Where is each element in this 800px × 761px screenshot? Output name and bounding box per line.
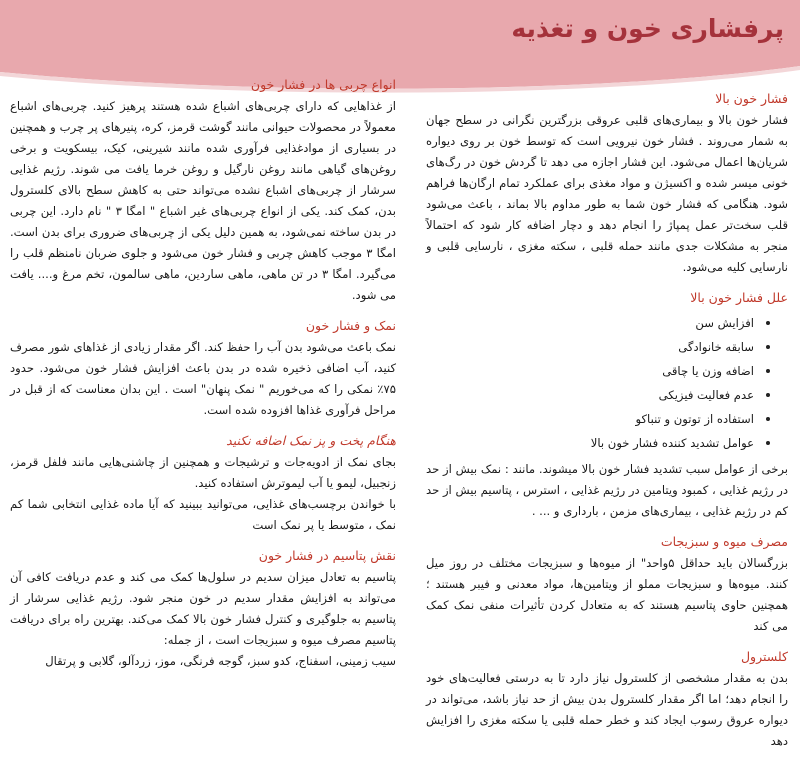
left-column <box>10 74 396 681</box>
text-cholesterol: بدن به مقدار مشخصی از کلسترول نیاز دارد تا به درستی فعالیت‌های خود را انجام دهد؛ اما اگر مقدار کلسترول بدن بیش از حد نیاز باشد، می‌تواند در دیواره عروق رسوب ایجاد کند و خطر حمله قلبی یا سکته مغزی را افزایش دهد <box>426 671 788 748</box>
heading-high-blood-pressure: فشار خون بالا <box>715 91 788 106</box>
text-potassium-foods: سیب زمینی، اسفناج، کدو سبز، گوجه فرنگی، موز، زردآلو، گلابی و پرتقال <box>45 654 396 668</box>
section-high-blood-pressure <box>426 88 788 278</box>
page-title: پرفشاری خون و تغذیه <box>511 14 784 43</box>
section-cholesterol <box>426 646 788 752</box>
section-salt <box>10 315 396 421</box>
causes-list <box>426 311 788 455</box>
heading-cooking: هنگام پخت و پز نمک اضافه نکنید <box>226 433 396 448</box>
heading-fruits-vegetables: مصرف میوه و سبزیجات <box>660 534 788 549</box>
list-item: سابقه خانوادگی <box>426 335 754 359</box>
text-cooking-labels: با خواندن برچسب‌های غذایی، می‌توانید ببینید که آیا ماده غذایی انتخابی شما کم نمک ، متوسط یا پر نمک است <box>10 497 396 532</box>
section-causes <box>426 287 788 522</box>
list-item: افزایش سن <box>426 311 754 335</box>
heading-salt: نمک و فشار خون <box>305 318 396 333</box>
heading-potassium: نقش پتاسیم در فشار خون <box>258 548 396 563</box>
text-cooking-spices: بجای نمک از ادویه‌جات و ترشیجات و همچنین از چاشنی‌هایی مانند فلفل قرمز، زنجبیل، لیمو یا آب لیموترش استفاده کنید. <box>10 455 396 490</box>
heading-causes: علل فشار خون بالا <box>690 290 788 305</box>
section-potassium <box>10 545 396 672</box>
list-item: استفاده از توتون و تنباکو <box>426 407 754 431</box>
text-high-blood-pressure: فشار خون بالا و بیماری‌های قلبی عروقی بزرگترین نگرانی در سطح جهان به شمار می‌روند . فشار خون نیرویی است که توسط خون بر روی دیواره شریان‌ها اعمال می‌شود. این فشار اجازه می دهد تا گردش خون در رگ‌های خونی میسر شده و اکسیژن و مواد مغذی برای عملکرد تمام ارگان‌ها فراهم شود. هنگامی که فشار خون شما به طور مداوم بالا بماند ، باعث می‌شود قلب سخت‌تر عمل پمپاژ را انجام دهد و دچار اضافه کار شود که احتمالاً منجر به مشکلات جدی مانند حمله قلبی ، سکته مغزی ، نارسایی قلبی و نارسایی کلیه می‌شود. <box>426 113 788 274</box>
section-cooking <box>10 430 396 536</box>
heading-cholesterol: کلسترول <box>740 649 788 664</box>
text-potassium: پتاسیم به تعادل میزان سدیم در سلول‌ها کمک می کند و عدم دریافت کافی آن می‌تواند به افزایش مقدار سدیم در خون منجر شود. رژیم غذایی سرشار از پتاسیم به جلوگیری و کنترل فشار خون بالا کمک می‌کند. بهترین راه برای دریافت پتاسیم مصرف میوه و سبزیجات است ، از جمله: <box>10 570 396 647</box>
text-fruits-vegetables: بزرگسالان باید حداقل ۵واحد" از میوه‌ها و سبزیجات مختلف در روز میل کنند. میوه‌ها و سبزیجات مملو از ویتامین‌ها، مواد معدنی و فیبر هستند ؛ همچنین حاوی پتاسیم هستند که به متعادل کردن تأثیرات منفی نمک کمک می کند <box>426 556 788 633</box>
text-aggravating-factors: برخی از عوامل سبب تشدید فشار خون بالا میشوند. مانند : نمک بیش از حد در رژیم غذایی ، کمبود ویتامین در رژیم غذایی ، استرس ، پتاسیم بیش از حد کم در رژیم غذایی ، بیماری‌های مزمن ، بارداری و ... . <box>426 462 788 518</box>
heading-fats: انواع چربی ها در فشار خون <box>250 77 396 92</box>
text-fats: از غذاهایی که دارای چربی‌های اشباع شده هستند پرهیز کنید. چربی‌های اشباع معمولاً در محصولات حیوانی مانند گوشت قرمز، کره، پنیرهای پر چرب و همچنین در بسیاری از موادغذایی فرآوری شده مانند شیرینی، کیک، بیسکویت و برخی روغن‌های گیاهی مانند روغن نارگیل و روغن خرما یافت می شوند. رژیم غذایی سرشار از چربی‌های اشباع نشده می‌تواند حتی به کاهش سطح بالای کلسترول بدن، کمک کند. یکی از انواع چربی‌های غیر اشباع " امگا ۳ " نام دارد. این چربی در بدن ساخته نمی‌شود، به همین دلیل یکی از چربی‌های ضروری برای بدن است. امگا ۳ موجب کاهش چربی و فشار خون می‌شود و جلوی ضربان نامنظم قلب را می‌گیرد. امگا ۳ در تن ماهی، ماهی ساردین، ماهی سالمون، تخم مرغ و.... یافت می شود. <box>10 99 396 302</box>
list-item: اضافه وزن یا چاقی <box>426 359 754 383</box>
list-item: عدم فعالیت فیزیکی <box>426 383 754 407</box>
section-fruits-vegetables <box>426 531 788 637</box>
list-item: عوامل تشدید کننده فشار خون بالا <box>426 431 754 455</box>
section-fats <box>10 74 396 306</box>
right-column <box>426 88 788 761</box>
text-salt: نمک باعث می‌شود بدن آب را حفظ کند. اگر مقدار زیادی از غذاهای شور مصرف کنید، آب اضافی ذخیره شده در بدن باعث افزایش فشار خون می‌شود. حدود ۷۵٪ نمکی را که می‌خوریم " نمک پنهان" است . این بدان معناست که از قبل در مراحل فرآوری غذاها افزوده شده است. <box>10 340 396 417</box>
